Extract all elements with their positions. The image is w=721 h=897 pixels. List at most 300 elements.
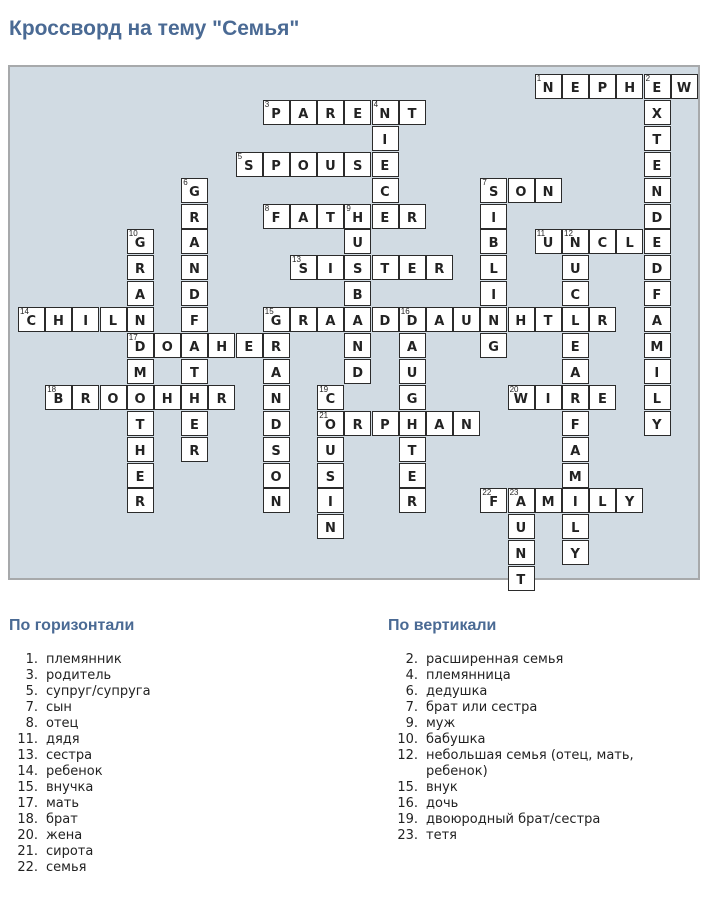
grid-cell xyxy=(644,333,671,358)
grid-cell xyxy=(263,411,290,436)
cell-letter: G xyxy=(406,391,418,407)
cell-letter: N xyxy=(134,314,146,330)
clue-item xyxy=(390,828,645,844)
clue-text: дочь xyxy=(426,796,459,811)
grid-cell xyxy=(263,437,290,462)
cell-letter: L xyxy=(598,495,608,511)
clue-number: 17. xyxy=(17,796,38,811)
cell-letter: U xyxy=(569,262,582,278)
grid-cell xyxy=(399,411,426,436)
grid-cell xyxy=(480,255,507,280)
cell-letter: E xyxy=(570,81,581,96)
grid-cell xyxy=(562,437,589,462)
cell-letter: G xyxy=(134,236,146,252)
grid-cell xyxy=(72,307,99,332)
grid-cell xyxy=(562,488,589,513)
clue-item xyxy=(10,684,350,700)
grid-cell xyxy=(616,74,643,99)
grid-cell xyxy=(399,359,426,384)
grid-cell xyxy=(344,100,371,125)
cell-letter: L xyxy=(652,391,662,407)
grid-cell xyxy=(535,385,562,410)
cell-letter: B xyxy=(352,288,364,304)
down-heading: По вертикали xyxy=(388,617,497,634)
grid-cell xyxy=(671,74,698,99)
cell-letter: D xyxy=(189,288,201,304)
cell-letter: M xyxy=(541,495,556,511)
cell-number: 16 xyxy=(400,307,410,317)
grid-cell xyxy=(181,307,208,332)
grid-cell xyxy=(317,385,344,410)
grid-cell xyxy=(127,255,154,280)
cell-number: 11 xyxy=(536,229,546,239)
grid-cell xyxy=(263,359,290,384)
cell-letter: A xyxy=(434,417,445,433)
grid-cell xyxy=(562,255,589,280)
cell-letter: A xyxy=(298,210,309,226)
grid-cell xyxy=(589,229,616,254)
cell-number: 20 xyxy=(509,384,519,394)
grid-cell xyxy=(372,178,399,203)
cell-letter: F xyxy=(189,314,200,330)
cell-letter: M xyxy=(568,469,583,485)
grid-cell xyxy=(644,126,671,151)
grid-cell xyxy=(508,514,535,539)
grid-cell xyxy=(399,488,426,513)
grid-cell xyxy=(263,152,290,177)
cell-letter: D xyxy=(651,210,663,226)
grid-cell xyxy=(263,333,290,358)
cell-letter: L xyxy=(571,521,580,537)
cell-letter: A xyxy=(352,314,364,330)
grid-cell xyxy=(399,100,426,125)
cell-letter: H xyxy=(624,81,636,96)
cell-letter: T xyxy=(652,132,662,148)
grid-cell xyxy=(181,204,208,229)
cell-number: 2 xyxy=(645,74,651,83)
grid-cell xyxy=(154,385,181,410)
cell-letter: A xyxy=(325,314,336,330)
cell-letter: A xyxy=(189,236,200,252)
cell-letter: Y xyxy=(570,547,581,563)
cell-letter: I xyxy=(491,210,497,226)
cell-letter: U xyxy=(542,236,554,252)
cell-letter: T xyxy=(407,106,417,122)
grid-cell xyxy=(100,385,127,410)
cell-letter: F xyxy=(652,288,662,304)
cell-letter: U xyxy=(352,236,364,252)
grid-cell xyxy=(317,514,344,539)
cell-letter: N xyxy=(569,236,582,252)
clue-item xyxy=(10,844,350,860)
grid-cell xyxy=(236,333,263,358)
cell-letter: F xyxy=(570,417,581,433)
grid-cell xyxy=(181,281,208,306)
grid-cell xyxy=(508,178,535,203)
cell-letter: T xyxy=(326,210,336,226)
grid-cell xyxy=(644,281,671,306)
cell-letter: R xyxy=(407,495,418,511)
grid-cell xyxy=(290,307,317,332)
grid-cell xyxy=(317,100,344,125)
grid-cell xyxy=(562,411,589,436)
grid-cell xyxy=(344,229,371,254)
grid-cell xyxy=(372,152,399,177)
clue-number: 19. xyxy=(397,812,418,827)
cell-letter: R xyxy=(570,391,581,407)
cell-letter: R xyxy=(407,210,418,226)
cell-letter: E xyxy=(570,340,581,355)
clue-item xyxy=(390,748,645,780)
grid-cell xyxy=(208,333,235,358)
cell-letter: C xyxy=(26,314,37,330)
grid-cell xyxy=(344,152,371,177)
cell-number: 23 xyxy=(509,488,519,498)
grid-cell xyxy=(399,204,426,229)
cell-letter: H xyxy=(406,417,418,433)
grid-cell xyxy=(480,307,507,332)
cell-letter: T xyxy=(543,314,553,330)
cell-letter: S xyxy=(271,443,282,459)
cell-letter: X xyxy=(651,106,663,122)
grid-cell xyxy=(480,178,507,203)
cell-letter: N xyxy=(270,391,282,407)
across-clue-list xyxy=(10,652,350,876)
clue-item xyxy=(390,652,645,668)
grid-cell xyxy=(562,333,589,358)
clue-number: 12. xyxy=(397,748,418,763)
cell-letter: D xyxy=(270,417,282,433)
grid-cell xyxy=(562,359,589,384)
cell-letter: T xyxy=(135,417,145,433)
cell-letter: T xyxy=(516,573,526,589)
cell-letter: N xyxy=(324,521,337,537)
cell-letter: O xyxy=(324,417,337,433)
cell-letter: E xyxy=(407,262,417,278)
grid-cell xyxy=(127,333,154,358)
cell-letter: P xyxy=(597,81,608,96)
cell-letter: H xyxy=(515,314,527,330)
cell-letter: E xyxy=(652,158,662,174)
cell-letter: W xyxy=(676,81,692,96)
grid-cell xyxy=(616,229,643,254)
clue-number: 16. xyxy=(397,796,418,811)
clue-text: расширенная семья xyxy=(426,652,564,667)
grid-cell xyxy=(644,411,671,436)
cell-letter: O xyxy=(161,340,174,355)
clue-text: сирота xyxy=(46,844,94,859)
cell-letter: T xyxy=(190,365,200,381)
cell-letter: I xyxy=(328,262,334,278)
clue-number: 23. xyxy=(397,828,418,843)
grid-cell xyxy=(344,281,371,306)
cell-letter: L xyxy=(108,314,118,330)
cell-number: 21 xyxy=(319,410,329,420)
grid-cell xyxy=(535,488,562,513)
grid-cell xyxy=(154,333,181,358)
clue-item xyxy=(390,812,645,828)
grid-cell xyxy=(589,385,616,410)
cell-number: 22 xyxy=(482,488,492,498)
cell-letter: H xyxy=(161,391,174,407)
clue-item xyxy=(10,652,350,668)
clue-item xyxy=(390,732,645,748)
cell-letter: E xyxy=(380,158,390,174)
grid-cell xyxy=(317,204,344,229)
clue-number: 20. xyxy=(17,828,38,843)
cell-letter: B xyxy=(488,236,500,252)
page-title: Кроссворд на тему "Семья" xyxy=(9,17,300,40)
grid-cell xyxy=(644,255,671,280)
grid-cell xyxy=(263,204,290,229)
clue-number: 10. xyxy=(397,732,418,747)
cell-letter: R xyxy=(216,391,228,407)
grid-cell xyxy=(589,74,616,99)
cell-letter: E xyxy=(189,417,200,433)
clue-item xyxy=(10,764,350,780)
clue-text: семья xyxy=(46,860,87,875)
cell-letter: I xyxy=(328,495,334,511)
cell-letter: L xyxy=(571,314,580,330)
cell-letter: A xyxy=(570,443,581,459)
grid-cell xyxy=(344,307,371,332)
grid-cell xyxy=(317,152,344,177)
cell-letter: U xyxy=(325,158,337,174)
clue-item xyxy=(10,860,350,876)
crossword-grid xyxy=(8,65,700,589)
cell-letter: L xyxy=(625,236,635,252)
clue-text: внучка xyxy=(46,780,94,795)
cell-letter: A xyxy=(271,365,282,381)
grid-cell xyxy=(290,100,317,125)
cell-letter: A xyxy=(570,365,581,381)
clue-number: 4. xyxy=(405,668,418,683)
grid-cell xyxy=(45,307,72,332)
cell-number: 12 xyxy=(564,229,573,239)
cell-letter: U xyxy=(325,443,337,459)
cell-letter: C xyxy=(570,288,581,304)
grid-cell xyxy=(127,385,154,410)
clue-text: ребенок xyxy=(46,764,103,779)
grid-cell xyxy=(589,488,616,513)
grid-cell xyxy=(399,437,426,462)
cell-letter: N xyxy=(188,262,201,278)
clue-text: племянник xyxy=(46,652,122,667)
cell-letter: O xyxy=(297,158,310,174)
cell-letter: A xyxy=(651,314,663,330)
clue-number: 3. xyxy=(25,668,38,683)
grid-cell xyxy=(562,307,589,332)
cell-letter: N xyxy=(542,184,554,200)
grid-cell xyxy=(263,385,290,410)
clue-item xyxy=(10,812,350,828)
grid-cell xyxy=(181,178,208,203)
grid-cell xyxy=(127,359,154,384)
cell-letter: E xyxy=(407,469,417,485)
clue-item xyxy=(10,732,350,748)
clue-number: 2. xyxy=(405,652,418,667)
grid-cell xyxy=(535,74,562,99)
cell-letter: E xyxy=(652,81,662,96)
grid-cell xyxy=(644,178,671,203)
clue-item xyxy=(10,780,350,796)
clue-text: муж xyxy=(426,716,456,731)
grid-cell xyxy=(181,359,208,384)
cell-letter: N xyxy=(651,184,663,200)
cell-letter: S xyxy=(325,469,336,485)
cell-letter: R xyxy=(597,314,608,330)
cell-letter: E xyxy=(135,469,145,485)
grid-cell xyxy=(562,229,589,254)
cell-letter: R xyxy=(352,417,364,433)
grid-cell xyxy=(644,152,671,177)
grid-cell xyxy=(263,488,290,513)
grid-cell xyxy=(290,152,317,177)
clue-item xyxy=(10,748,350,764)
grid-cell xyxy=(236,152,263,177)
cell-letter: R xyxy=(325,106,336,122)
grid-cell xyxy=(18,307,45,332)
grid-cell xyxy=(644,307,671,332)
clue-item xyxy=(10,700,350,716)
cell-letter: O xyxy=(107,391,119,407)
cell-letter: N xyxy=(352,340,364,355)
cell-letter: H xyxy=(134,443,146,459)
grid-cell xyxy=(480,204,507,229)
grid-cell xyxy=(562,514,589,539)
grid-cell xyxy=(181,255,208,280)
cell-number: 15 xyxy=(264,307,274,317)
cell-letter: S xyxy=(298,262,309,278)
cell-letter: S xyxy=(352,262,363,278)
grid-cell xyxy=(127,281,154,306)
cell-letter: R xyxy=(298,314,309,330)
grid-cell xyxy=(181,411,208,436)
clue-number: 22. xyxy=(17,860,38,875)
cell-letter: B xyxy=(53,391,64,407)
cell-letter: F xyxy=(489,495,499,511)
clue-number: 18. xyxy=(17,812,38,827)
cell-number: 8 xyxy=(264,203,270,213)
grid-cell xyxy=(508,540,535,565)
clue-item xyxy=(10,828,350,844)
clue-item xyxy=(10,716,350,732)
cell-letter: G xyxy=(488,340,500,355)
grid-cell xyxy=(317,411,344,436)
cell-letter: N xyxy=(460,417,473,433)
cell-letter: E xyxy=(652,236,662,252)
clue-number: 5. xyxy=(25,684,38,699)
cell-letter: I xyxy=(83,314,89,330)
cell-letter: H xyxy=(188,391,201,407)
clue-item xyxy=(390,796,645,812)
grid-cell xyxy=(127,411,154,436)
cell-letter: O xyxy=(515,184,527,200)
grid-cell xyxy=(480,488,507,513)
cell-letter: Y xyxy=(652,417,663,433)
clue-item xyxy=(390,716,645,732)
cell-letter: S xyxy=(488,184,499,200)
grid-cell xyxy=(480,333,507,358)
clue-text: отец xyxy=(46,716,79,731)
grid-cell xyxy=(562,281,589,306)
cell-letter: A xyxy=(407,340,418,355)
cell-number: 13 xyxy=(292,255,301,265)
across-heading: По горизонтали xyxy=(9,617,135,634)
clue-number: 21. xyxy=(17,844,38,859)
grid-cell xyxy=(644,74,671,99)
cell-letter: N xyxy=(270,495,282,511)
clue-item xyxy=(390,668,645,684)
cell-letter: N xyxy=(515,547,527,563)
grid-cell xyxy=(263,100,290,125)
cell-letter: S xyxy=(244,158,255,174)
cell-letter: O xyxy=(270,469,283,485)
grid-cell xyxy=(127,307,154,332)
cell-number: 3 xyxy=(264,99,270,109)
cell-letter: R xyxy=(135,262,146,278)
grid-cell xyxy=(344,204,371,229)
cell-number: 7 xyxy=(482,177,487,187)
grid-cell xyxy=(181,333,208,358)
clue-number: 7. xyxy=(405,700,418,715)
clue-text: дядя xyxy=(46,732,80,747)
grid-cell xyxy=(317,488,344,513)
cell-letter: F xyxy=(271,210,281,226)
grid-cell xyxy=(372,411,399,436)
grid-cell xyxy=(535,178,562,203)
clue-item xyxy=(390,700,645,716)
cell-letter: U xyxy=(406,365,418,381)
grid-cell xyxy=(508,385,535,410)
clue-item xyxy=(10,796,350,812)
clue-text: брат xyxy=(46,812,78,827)
grid-cell xyxy=(372,126,399,151)
grid-cell xyxy=(535,307,562,332)
clue-text: внук xyxy=(426,780,458,795)
cell-letter: I xyxy=(545,391,551,407)
grid-cell xyxy=(644,100,671,125)
cell-letter: E xyxy=(244,340,254,355)
cell-letter: D xyxy=(134,340,146,355)
grid-cell xyxy=(644,229,671,254)
grid-cell xyxy=(508,566,535,591)
clue-text: брат или сестра xyxy=(426,700,538,715)
grid-cell xyxy=(290,255,317,280)
grid-cell xyxy=(508,488,535,513)
cell-letter: P xyxy=(271,106,282,122)
clue-text: тетя xyxy=(426,828,457,843)
cell-letter: A xyxy=(135,288,146,304)
cell-letter: U xyxy=(461,314,473,330)
cell-letter: C xyxy=(325,391,336,407)
clue-text: племянница xyxy=(426,668,511,683)
cell-letter: G xyxy=(189,184,201,200)
clue-number: 8. xyxy=(25,716,38,731)
grid-cell xyxy=(562,74,589,99)
cell-letter: E xyxy=(597,391,608,407)
cell-number: 1 xyxy=(536,74,542,83)
cell-letter: D xyxy=(379,314,391,330)
cell-letter: E xyxy=(353,106,363,122)
clue-text: сын xyxy=(46,700,72,715)
down-clue-list xyxy=(390,652,645,844)
cell-letter: R xyxy=(434,262,445,278)
grid-cell xyxy=(372,255,399,280)
cell-number: 9 xyxy=(346,203,351,213)
cell-letter: N xyxy=(488,314,500,330)
grid-cell xyxy=(644,385,671,410)
